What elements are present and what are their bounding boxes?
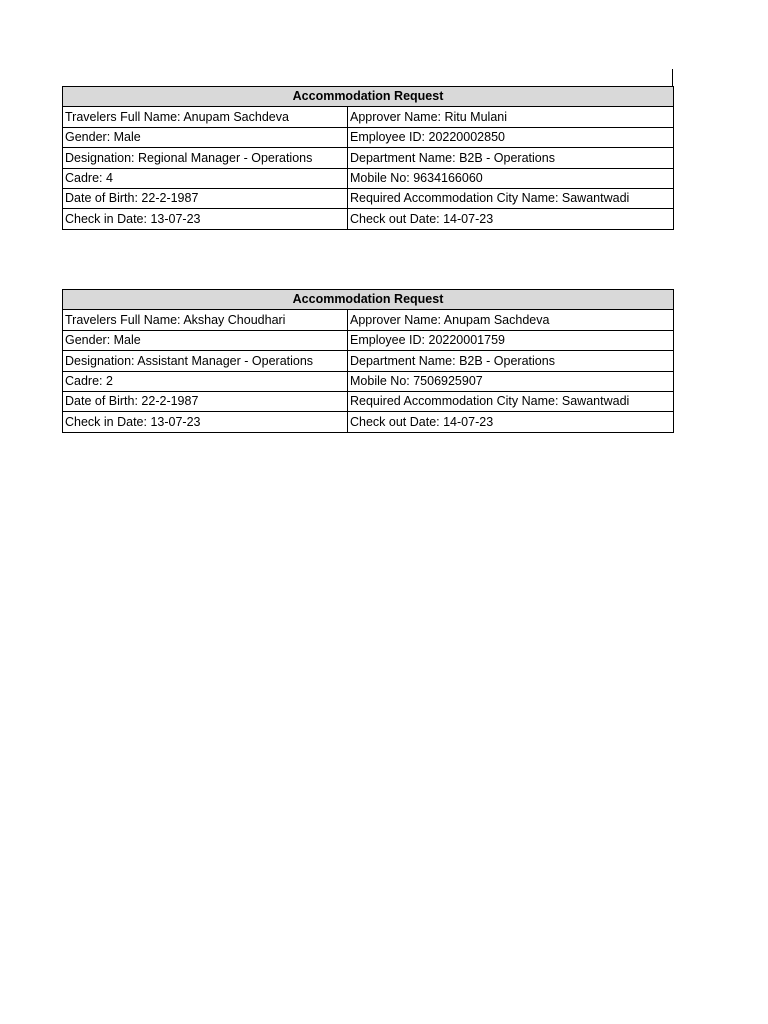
check-out-date-cell: Check out Date: 14-07-23 xyxy=(348,209,674,229)
table-row xyxy=(63,310,674,330)
department-name-cell: Department Name: B2B - Operations xyxy=(348,148,674,168)
table-row xyxy=(63,371,674,391)
gender-cell: Gender: Male xyxy=(63,330,348,350)
check-out-date-cell: Check out Date: 14-07-23 xyxy=(348,412,674,432)
table-row xyxy=(63,188,674,208)
accommodation-city-cell: Required Accommodation City Name: Sawantwadi xyxy=(348,391,674,411)
employee-id-cell: Employee ID: 20220002850 xyxy=(348,127,674,147)
date-of-birth-cell: Date of Birth: 22-2-1987 xyxy=(63,391,348,411)
travelers-full-name-cell: Travelers Full Name: Anupam Sachdeva xyxy=(63,107,348,127)
table-row xyxy=(63,168,674,188)
table-row xyxy=(63,391,674,411)
check-in-date-cell: Check in Date: 13-07-23 xyxy=(63,412,348,432)
mobile-no-cell: Mobile No: 7506925907 xyxy=(348,371,674,391)
mobile-no-cell: Mobile No: 9634166060 xyxy=(348,168,674,188)
table-row xyxy=(63,107,674,127)
sheet-edge-line xyxy=(672,69,673,87)
table-row xyxy=(63,351,674,371)
travelers-full-name-cell: Travelers Full Name: Akshay Choudhari xyxy=(63,310,348,330)
date-of-birth-cell: Date of Birth: 22-2-1987 xyxy=(63,188,348,208)
table-header-row xyxy=(63,290,674,310)
cadre-cell: Cadre: 2 xyxy=(63,371,348,391)
cadre-cell: Cadre: 4 xyxy=(63,168,348,188)
gender-cell: Gender: Male xyxy=(63,127,348,147)
table-row xyxy=(63,209,674,229)
check-in-date-cell: Check in Date: 13-07-23 xyxy=(63,209,348,229)
table-row xyxy=(63,148,674,168)
accommodation-request-table-1 xyxy=(62,86,674,230)
table-row xyxy=(63,412,674,432)
approver-name-cell: Approver Name: Ritu Mulani xyxy=(348,107,674,127)
designation-cell: Designation: Regional Manager - Operations xyxy=(63,148,348,168)
table-title: Accommodation Request xyxy=(63,290,674,310)
employee-id-cell: Employee ID: 20220001759 xyxy=(348,330,674,350)
accommodation-city-cell: Required Accommodation City Name: Sawantwadi xyxy=(348,188,674,208)
department-name-cell: Department Name: B2B - Operations xyxy=(348,351,674,371)
accommodation-request-table-2 xyxy=(62,289,674,433)
designation-cell: Designation: Assistant Manager - Operations xyxy=(63,351,348,371)
table-row xyxy=(63,127,674,147)
approver-name-cell: Approver Name: Anupam Sachdeva xyxy=(348,310,674,330)
table-title: Accommodation Request xyxy=(63,87,674,107)
table-header-row xyxy=(63,87,674,107)
table-row xyxy=(63,330,674,350)
